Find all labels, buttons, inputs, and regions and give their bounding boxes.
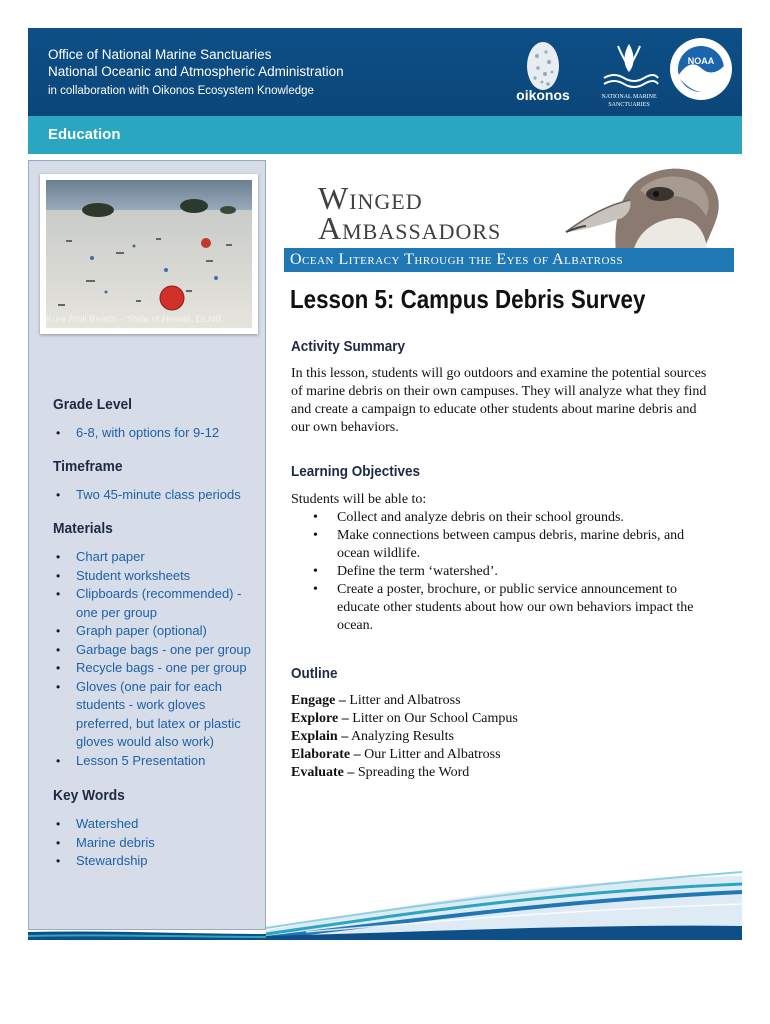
noaa-logo-icon [668, 36, 734, 102]
timeframe-list [53, 486, 258, 505]
outline-title: Analyzing Results [350, 729, 454, 744]
list-item: • Two 45-minute class periods [53, 486, 258, 505]
program-title-line2: Ambassadors [318, 210, 502, 246]
header-office-name: Office of National Marine Sanctuaries [48, 47, 272, 62]
activity-summary-text: In this lesson, students will go outdoors and examine the potential sources of marine debris on their own campuses. They will analyze what they find and create a campaign to educate other students about marine debris and our own behaviors. [291, 366, 707, 435]
list-item: • Chart paper [53, 548, 258, 567]
program-subtitle-bar [284, 248, 734, 272]
list-item: • Create a poster, brochure, or public service announcement to educate other students about how our own behaviors impact the ocean. [313, 581, 713, 635]
list-item: • Graph paper (optional) [53, 622, 258, 641]
outline-title: Spreading the Word [357, 765, 470, 780]
outline-item-explain [291, 728, 711, 746]
photo-caption: Kure Atoll Beach – State of Hawaii, DLNR [46, 314, 222, 325]
beach-debris-photo [46, 180, 252, 328]
grade-level-heading: Grade Level [53, 396, 133, 413]
section-bar [28, 116, 742, 154]
program-title-line1: Winged [318, 180, 423, 216]
outline-heading: Outline [291, 665, 338, 682]
decorative-wave-left-icon [28, 928, 266, 940]
program-subtitle: Ocean Literacy Through the Eyes of Albatross [290, 251, 624, 268]
key-words-heading: Key Words [53, 787, 125, 804]
list-item: • Lesson 5 Presentation [53, 752, 258, 771]
header-collaboration: in collaboration with Oikonos Ecosystem Knowledge [48, 85, 314, 97]
albatross-head-icon [556, 160, 746, 256]
materials-list [53, 548, 258, 770]
header-agency-name: National Oceanic and Atmospheric Administration [48, 64, 344, 79]
list-item: • Clipboards (recommended) - one per group [53, 585, 258, 622]
decorative-wave-icon [266, 870, 742, 940]
grade-level-list [53, 424, 258, 443]
outline-phase: Evaluate – [291, 765, 355, 780]
national-marine-sanctuaries-logo-icon [598, 38, 660, 112]
svg-text:SANCTUARIES: SANCTUARIES [608, 102, 650, 108]
outline-item-evaluate [291, 764, 711, 782]
learning-objectives-heading: Learning Objectives [291, 463, 421, 480]
outline-list [291, 692, 711, 782]
outline-title: Litter on Our School Campus [352, 711, 518, 726]
list-item: • Collect and analyze debris on their school grounds. [313, 509, 713, 527]
list-item: • Student worksheets [53, 567, 258, 586]
beach-photo-frame [40, 174, 258, 334]
learning-objectives-list [313, 509, 713, 635]
section-label: Education [48, 126, 121, 143]
svg-text:oikonos: oikonos [516, 87, 570, 103]
list-item: • Garbage bags - one per group [53, 641, 258, 660]
outline-title: Litter and Albatross [349, 693, 461, 708]
timeframe-heading: Timeframe [53, 458, 123, 475]
list-item: • Make connections between campus debris, marine debris, and ocean wildlife. [313, 527, 713, 563]
outline-title: Our Litter and Albatross [364, 747, 501, 762]
svg-text:NOAA: NOAA [687, 56, 715, 66]
page-header [28, 28, 742, 116]
outline-item-explore [291, 710, 711, 728]
list-item: • Define the term ‘watershed’. [313, 563, 713, 581]
list-item: • Gloves (one pair for each students - work gloves preferred, but latex or plastic gloves would also work) [53, 678, 258, 752]
list-item: • Stewardship [53, 852, 258, 871]
list-item: • Marine debris [53, 834, 258, 853]
list-item: • 6-8, with options for 9-12 [53, 424, 258, 443]
outline-phase: Elaborate – [291, 747, 361, 762]
learning-objectives-intro: Students will be able to: [291, 492, 427, 507]
outline-phase: Explain – [291, 729, 349, 744]
lesson-title: Lesson 5: Campus Debris Survey [290, 284, 646, 314]
list-item: • Watershed [53, 815, 258, 834]
outline-phase: Explore – [291, 711, 349, 726]
outline-item-elaborate [291, 746, 711, 764]
svg-text:NATIONAL MARINE: NATIONAL MARINE [601, 94, 657, 100]
key-words-list [53, 815, 258, 871]
outline-phase: Engage – [291, 693, 346, 708]
outline-item-engage [291, 692, 711, 710]
materials-heading: Materials [53, 520, 113, 537]
list-item: • Recycle bags - one per group [53, 659, 258, 678]
oikonos-logo-icon [502, 36, 584, 112]
activity-summary-heading: Activity Summary [291, 338, 406, 355]
